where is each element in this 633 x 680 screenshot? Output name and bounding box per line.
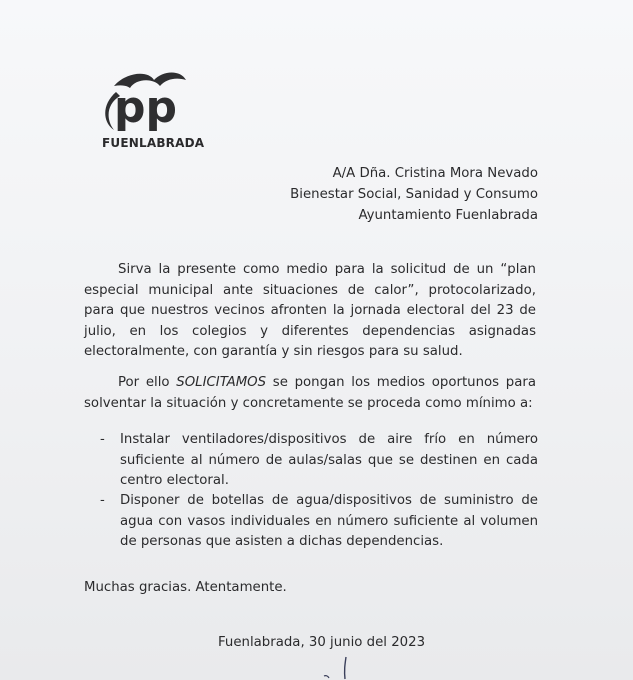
addressee-institution: Ayuntamiento Fuenlabrada: [358, 208, 538, 223]
request-item-text: Instalar ventiladores/dispositivos de aire frío en número suficiente al número de aulas/salas que se destinen en cada centro electoral.: [120, 432, 538, 488]
signature-mark: [320, 655, 380, 680]
addressee-department: Bienestar Social, Sanidad y Consumo: [290, 187, 538, 202]
paragraph-2-rest: se pongan los medios oportunos para solventar la situación y concretamente se proceda como mínimo a:: [84, 375, 536, 411]
closing-line: Muchas gracias. Atentamente.: [84, 580, 287, 595]
date-line: Fuenlabrada, 30 junio del 2023: [218, 635, 426, 650]
pp-logo: [96, 70, 205, 155]
request-keyword: SOLICITAMOS: [176, 375, 267, 390]
body-paragraph-2: [84, 373, 536, 414]
paragraph-2-intro: Por ello: [118, 375, 177, 390]
bullet-dash: -: [100, 493, 105, 508]
body-paragraph-1: Sirva la presente como medio para la solicitud de un “plan especial municipal ante situaciones de calor”, protocolarizado, para que nuestros vecinos afronten la jornada electoral del 23 de julio, en los colegios y diferentes dependencias asignadas electoralmente, con garantía y sin riesgos para su salud.: [84, 262, 536, 359]
bullet-dash: -: [100, 432, 105, 447]
logo-letters: pp: [114, 82, 177, 133]
letterhead-city: FUENLABRADA: [102, 136, 205, 150]
addressee-name: A/A Dña. Cristina Mora Nevado: [332, 166, 538, 181]
request-item-text: Disponer de botellas de agua/dispositivos de suministro de agua con vasos individuales en número suficiente al volumen de personas que asisten a dichas dependencias.: [120, 493, 538, 549]
pp-gull-logo-icon: [96, 70, 196, 136]
addressee-block: [290, 163, 538, 226]
